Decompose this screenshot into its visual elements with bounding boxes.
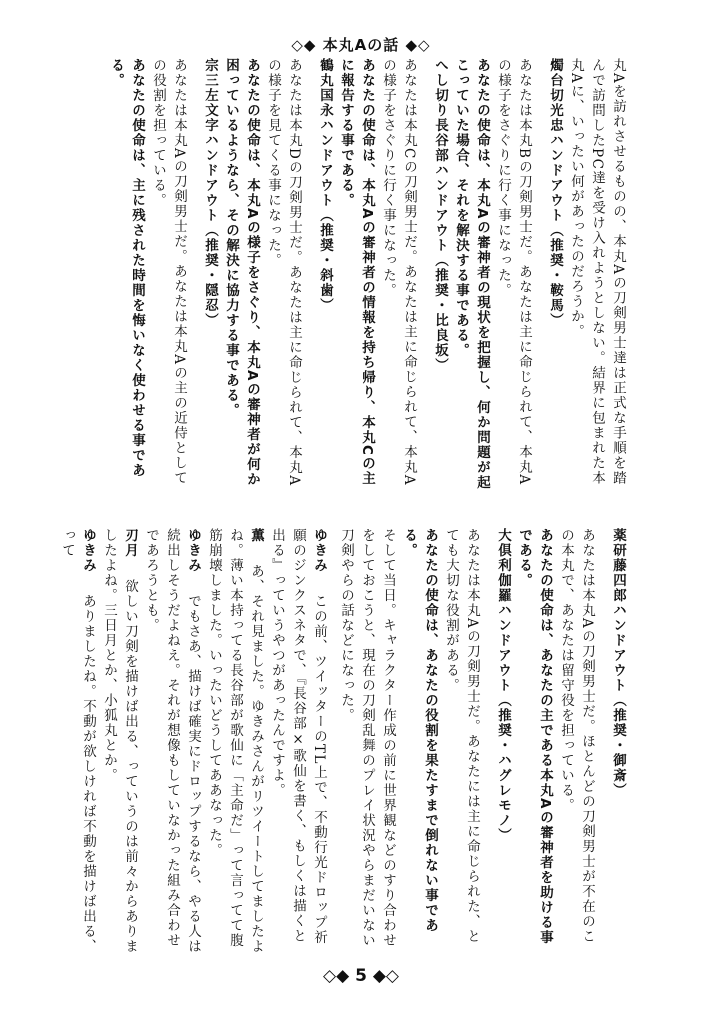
handout-title: 燭台切光忠ハンドアウト（推奨・鞍馬）	[547, 58, 563, 328]
handout-body: あなたは本丸Aの刀剣男士だ。あなたは本丸Aの主の近侍としての役割を担っている。	[150, 58, 187, 486]
handout-title: 鶴丸国永ハンドアウト（推奨・斜歯）	[317, 58, 333, 313]
speaker-name: 刃月	[122, 528, 138, 558]
dialogue-line	[266, 528, 329, 958]
lower-section	[56, 528, 628, 958]
dialogue-text: この前、ツイッターのTL上で、不動行光ドロップ祈願のジンクスネタで、『長谷部×歌仙を書く、もしくは描くと出る』っていうやつがあったんですよ。	[269, 528, 327, 945]
dialogue-text: でもさあ、描けば確実にドロップするなら、やる人は続出しそうだよねえ。それが想像もしていなかった組み合わせであろうとも。	[143, 528, 201, 954]
narration-text: そして当日。キャラクター作成の前に世界観などのすり合わせをしておこうと、現在の刀剣乱舞のプレイ状況やらまだいない刀剣やらの話などになった。	[338, 528, 396, 948]
speaker-name: ゆきみ	[80, 528, 96, 573]
dialogue-text: あ、それ見ました。ゆきみさんがリツイートしてましたよね。薄い本持ってる長谷部が歌仙に「主命だ」って言ってて腹筋崩壊しました。いったいどうしてああなった。	[206, 528, 264, 954]
handout-mission: あなたの使命は、あなたの主である本丸Aの審神者を助ける事である。	[516, 528, 553, 945]
handout-mission: あなたの使命は、あなたの役割を果たすまで倒れない事である。	[401, 528, 438, 933]
upper-section	[92, 58, 628, 498]
page-number: ◇◆ 5 ◆◇	[323, 966, 399, 986]
page-header: ◇◆ 本丸Aの話 ◆◇	[291, 36, 431, 54]
dialogue-text: 欲しい刀剣を描けば出る、っていうのは前々からありましたよね。三日月とか、小狐丸とか。	[101, 528, 138, 954]
dialogue-line	[203, 528, 266, 958]
handout-title: へし切り長谷部ハンドアウト（推奨・比良坂）	[432, 58, 448, 373]
handout-mission: あなたの使命は、主に残された時間を悔いなく使わせる事である。	[108, 58, 145, 478]
handout-title: 大倶利伽羅ハンドアウト（推奨・ハグレモノ）	[495, 528, 511, 843]
dialogue-text: ありましたね。不動が欲しければ不動を描けば出る、って	[59, 528, 96, 954]
handout-body: あなたは本丸Bの刀剣男士だ。あなたは主に命じられて、本丸Aの様子をさぐりに行く事になった。	[495, 58, 532, 486]
speaker-name: ゆきみ	[311, 528, 327, 573]
handout-mission: あなたの使命は、本丸Aの審神者の情報を持ち帰り、本丸Cの主に報告する事である。	[338, 58, 375, 487]
handout-title: 宗三左文字ハンドアウト（推奨・隠忍）	[202, 58, 218, 328]
speaker-name: 薫	[248, 528, 264, 543]
handout-body: あなたは本丸Cの刀剣男士だ。あなたは主に命じられて、本丸Aの様子をさぐりに行く事になった。	[380, 58, 417, 487]
speaker-name: ゆきみ	[185, 528, 201, 573]
handout-title: 薬研藤四郎ハンドアウト（推奨・御斎）	[610, 528, 626, 798]
handout-body: あなたは本丸Aの刀剣男士だ。あなたには主に命じられた、とても大切な役割がある。	[443, 528, 480, 945]
dialogue-line	[140, 528, 203, 958]
intro-text: 丸Aを訪れさせるものの、本丸Aの刀剣男士達は正式な手順を踏んで訪問したPC達を受け入れようとしない。結界に包まれた本丸Aに、いったい何があったのだろうか。	[568, 58, 626, 486]
dialogue-line	[98, 528, 140, 958]
handout-body: あなたは本丸Dの刀剣男士だ。あなたは主に命じられて、本丸Aの様子を見てくる事になった。	[265, 58, 302, 487]
dialogue-block	[56, 528, 329, 958]
handout-mission: あなたの使命は、本丸Aの審神者の現状を把握し、何か問題が起こっていた場合、それを解決する事である。	[453, 58, 490, 490]
dialogue-line	[56, 528, 98, 958]
handout-mission: あなたの使命は、本丸Aの様子をさぐり、本丸Aの審神者が何か困っているようなら、その解決に協力する事である。	[223, 58, 260, 487]
handout-body: あなたは本丸Aの刀剣男士だ。ほとんどの刀剣男士が不在のこの本丸で、あなたは留守役を担っている。	[558, 528, 595, 945]
